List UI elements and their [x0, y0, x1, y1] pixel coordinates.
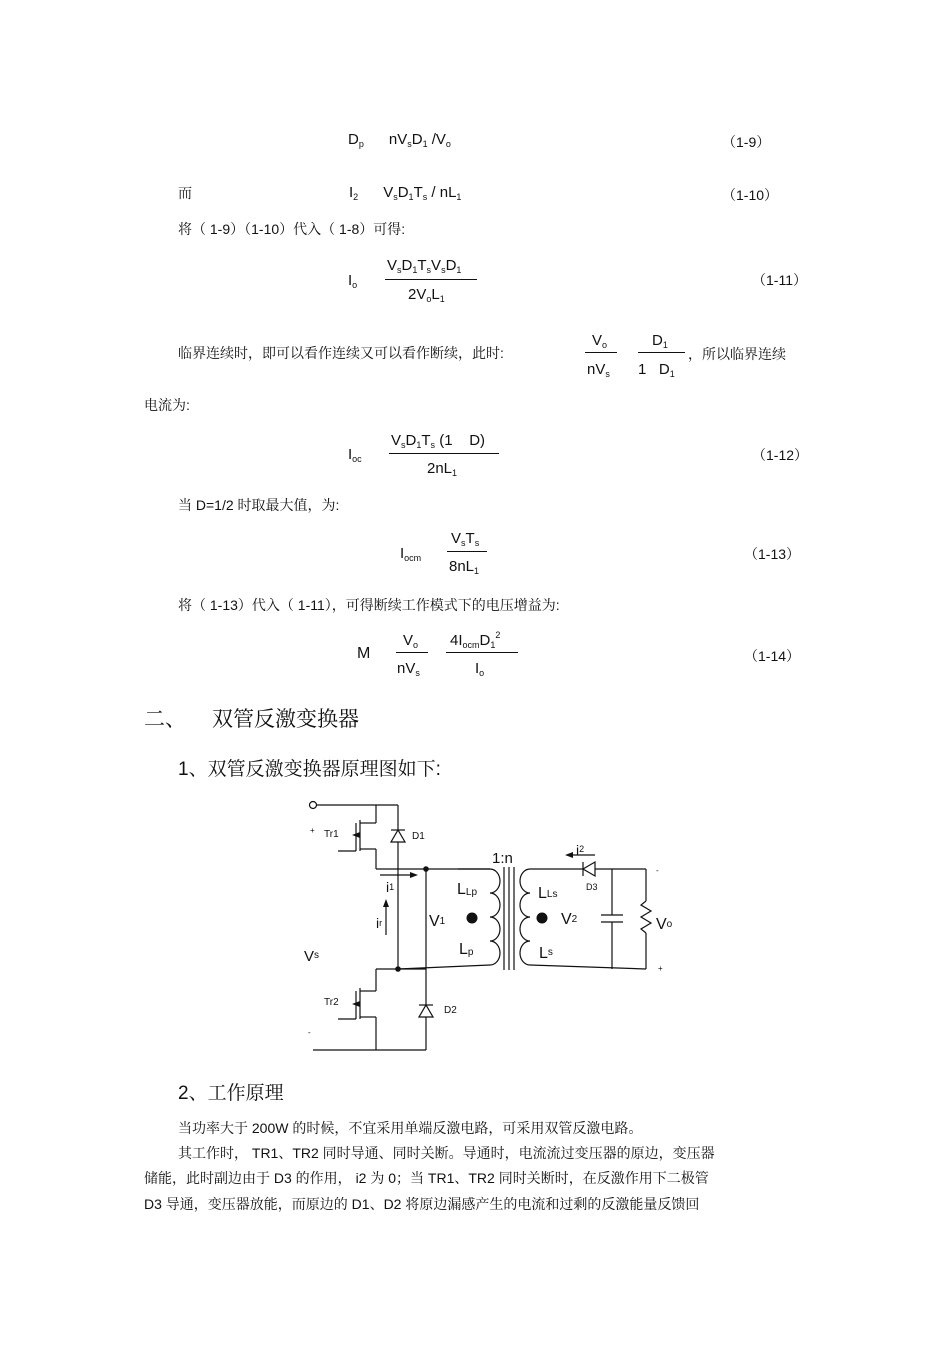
label-d1: D1 [412, 831, 425, 842]
body-line: 将（ 1-9）（1-10）代入（ 1-8）可得: [178, 221, 406, 237]
label-d2: D2 [444, 1005, 457, 1016]
eq-1-14-den2: $I_o$ [475, 660, 485, 678]
plus-terminal: + [310, 826, 315, 835]
eq-1-14-lhs: M [357, 645, 371, 662]
eq-1-11-den: $2V_oL_1$ [408, 286, 445, 304]
eq-1-11-lhs: $I_o$ [348, 272, 358, 290]
frac-den: 1 $D_1$ [638, 361, 675, 379]
body-line: 电流为: [144, 397, 190, 413]
eq-1-13-num: $V_sT_s$ [451, 530, 480, 548]
eq-1-12-num: $V_sD_1T_s$ (1 D) [391, 432, 486, 450]
eq-number: （1-10） [722, 187, 779, 203]
section-number: 二、 [144, 708, 186, 731]
label-i2: $i^2$ [576, 842, 585, 858]
label-ir: ir [376, 915, 383, 931]
fraction-bar [585, 352, 617, 353]
subsection-title: 1、双管反激变换器原理图如下: [178, 759, 441, 780]
label-v1: V1 [429, 913, 446, 930]
body-line: 临界连续时，即可以看作连续又可以看作断续，此时: [178, 345, 504, 361]
subsection-title: 2、工作原理 [178, 1083, 284, 1104]
label-vo: Vo [656, 916, 673, 933]
minus-terminal: - [656, 866, 659, 875]
eq-number: （1-13） [744, 546, 801, 562]
label-turns-ratio: 1:n [492, 850, 513, 867]
fraction-bar [638, 352, 685, 353]
eq-1-14-num: $V_o$ [403, 632, 419, 650]
eq-1-14-den: $nV_s$ [397, 660, 420, 678]
fraction-bar [385, 279, 477, 280]
eq-number: （1-14） [744, 648, 801, 664]
eq-1-13-lhs: $I_{ocm}$ [400, 545, 422, 563]
label-llp: LLp [457, 881, 478, 898]
fraction-bar [447, 551, 487, 552]
fraction-bar [389, 453, 499, 454]
label-v2: V2 [561, 911, 578, 928]
label-tr2: Tr2 [324, 997, 339, 1008]
label-lls: LLs [538, 885, 558, 902]
frac-den: $nV_s$ [587, 361, 610, 379]
eq-number: （1-9） [722, 134, 771, 150]
eq-1-14-num2: $4I_{ocm}D_1^2$ [450, 630, 501, 650]
fraction-bar [396, 652, 428, 653]
label-i1: i1 [386, 879, 395, 895]
eq-1-13-den: $8nL_1$ [449, 558, 480, 576]
body-line: 将（ 1-13）代入（ 1-11），可得断续工作模式下的电压增益为: [178, 597, 560, 613]
paragraph-line: D3 导通，变压器放能，而原边的 D1、D2 将原边漏感产生的电流和过剩的反激能量反馈回 [144, 1196, 700, 1212]
paragraph-line: 储能，此时副边由于 D3 的作用， i2 为 0；当 TR1、TR2 同时关断时，在反激作用下二极管 [144, 1170, 709, 1186]
paragraph-line: 当功率大于 200W 的时候，不宜采用单端反激电路，可采用双管反激电路。 [178, 1120, 643, 1136]
body-line: 当 D=1/2 时取最大值，为: [178, 497, 340, 513]
label-lp: Lp [459, 941, 474, 958]
eq-1-9: $D_p$ $nV_sD_1$ $/V_o$ [348, 131, 451, 149]
label-ls: Ls [539, 945, 553, 962]
eq-1-10: $I_2$ $V_sD_1T_s / nL_1$ [349, 184, 462, 202]
eq-1-11-num: $V_sD_1T_sV_sD_1$ [387, 257, 462, 275]
label-tr1: Tr1 [324, 829, 339, 840]
eq-number: （1-12） [752, 447, 809, 463]
flyback-circuit-diagram [290, 795, 690, 1060]
body-line: ，所以临界连续 [688, 346, 786, 362]
section-title: 双管反激变换器 [212, 708, 359, 731]
paragraph-line: 其工作时， TR1、TR2 同时导通、同时关断。导通时，电流流过变压器的原边，变压器 [178, 1145, 715, 1161]
label-d3: D3 [586, 882, 598, 892]
frac-num: $D_1$ [652, 332, 668, 350]
minus-terminal: - [308, 1028, 311, 1037]
eq-1-12-den: $2nL_1$ [427, 460, 458, 478]
frac-num: $V_o$ [592, 332, 608, 350]
fraction-bar [446, 652, 518, 653]
text-prefix: 而 [178, 185, 192, 201]
plus-terminal: + [658, 964, 663, 973]
eq-number: （1-11） [752, 272, 807, 288]
eq-1-12-lhs: $I_{oc}$ [348, 446, 362, 464]
label-vs: $V^s$ [304, 948, 320, 965]
